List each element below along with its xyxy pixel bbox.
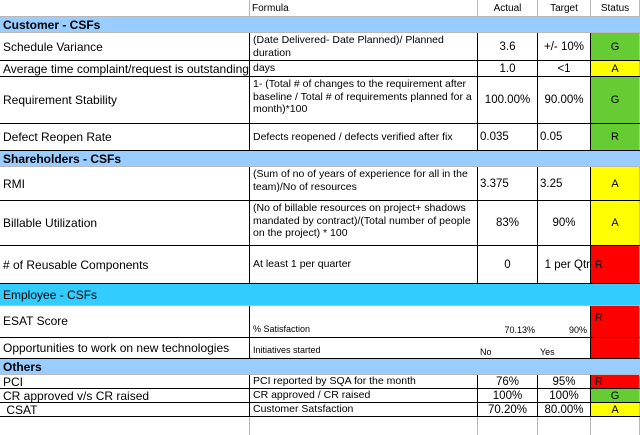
header-actual[interactable]: Actual <box>478 0 538 16</box>
metric-name[interactable]: CSAT <box>0 403 250 416</box>
formula-cell[interactable]: Initiatives started <box>253 344 321 355</box>
target-cell[interactable]: 1 per Qtr <box>538 246 591 283</box>
metric-name[interactable]: Defect Reopen Rate <box>0 124 250 150</box>
column-header-row <box>0 0 640 17</box>
section-title[interactable]: Customer - CSFs <box>3 17 101 32</box>
metric-name[interactable]: CR approved v/s CR raised <box>0 389 250 402</box>
formula-cell[interactable]: Customer Satsfaction <box>250 403 478 416</box>
actual-cell[interactable]: 3.375 <box>478 167 538 200</box>
header-target[interactable]: Target <box>538 0 591 16</box>
row-pci <box>0 375 640 389</box>
target-cell[interactable]: 80.00% <box>538 403 591 416</box>
formula-cell[interactable]: (No of billable resources on project+ shadows mandated by contract)/(Total number of people on the project) * 100 <box>250 201 478 245</box>
target-cell[interactable]: Yes <box>538 338 591 358</box>
empty-cell[interactable] <box>250 417 478 435</box>
row-cr-approved <box>0 389 640 403</box>
status-cell[interactable]: G <box>591 389 640 402</box>
row-schedule-variance <box>0 33 640 61</box>
metric-name[interactable]: # of Reusable Components <box>0 246 250 283</box>
section-title[interactable]: Shareholders - CSFs <box>3 151 122 166</box>
empty-cell[interactable] <box>0 417 250 435</box>
actual-cell[interactable]: 100.00% <box>478 77 538 123</box>
status-cell[interactable]: G <box>591 33 640 60</box>
row-new-technologies <box>0 338 640 359</box>
actual-cell[interactable]: No <box>480 347 492 357</box>
empty-cell[interactable] <box>591 417 640 435</box>
status-cell[interactable]: A <box>591 201 640 245</box>
target-cell[interactable]: +/- 10% <box>538 33 591 60</box>
status-cell[interactable] <box>591 338 640 358</box>
formula-cell[interactable]: (Date Delivered- Date Planned)/ Planned duration <box>250 33 478 60</box>
header-blank-cell[interactable] <box>0 0 250 16</box>
actual-cell[interactable]: 76% <box>478 375 538 388</box>
metric-name[interactable]: ESAT Score <box>0 306 250 337</box>
row-billable-utilization <box>0 201 640 246</box>
target-cell[interactable]: 3.25 <box>538 167 591 200</box>
status-cell[interactable]: R <box>591 124 640 150</box>
formula-cell[interactable]: % Satisfaction <box>253 323 311 334</box>
row-rmi <box>0 167 640 201</box>
formula-cell[interactable]: days <box>250 61 478 76</box>
actual-cell[interactable]: 83% <box>478 201 538 245</box>
formula-cell[interactable]: (Sum of no of years of experience for all in the team)/No of resources <box>250 167 478 200</box>
section-employee <box>0 284 640 306</box>
target-cell[interactable]: 90.00% <box>538 77 591 123</box>
row-reusable-components <box>0 246 640 284</box>
formula-cell[interactable]: CR approved / CR raised <box>250 389 478 402</box>
target-cell[interactable]: 90% <box>538 306 591 337</box>
formula-cell[interactable]: 1- (Total # of changes to the requirement after baseline / Total # of requirements planned for a month)*100 <box>250 77 478 123</box>
actual-cell[interactable]: 100% <box>478 389 538 402</box>
section-customer <box>0 17 640 33</box>
metric-name[interactable]: Schedule Variance <box>0 33 250 60</box>
actual-cell[interactable]: 3.6 <box>478 33 538 60</box>
actual-cell[interactable]: 70.20% <box>478 403 538 416</box>
empty-cell[interactable] <box>478 417 538 435</box>
status-cell[interactable]: A <box>591 61 640 76</box>
row-average-time-complaint <box>0 61 640 77</box>
section-title[interactable]: Others <box>3 359 42 374</box>
actual-cell[interactable]: 0 <box>478 246 538 283</box>
metric-name[interactable]: Average time complaint/request is outstanding <box>0 61 250 76</box>
target-cell[interactable]: 100% <box>538 389 591 402</box>
section-shareholders <box>0 151 640 167</box>
target-cell[interactable]: 0.05 <box>538 124 591 150</box>
section-title[interactable]: Employee - CSFs <box>3 287 98 302</box>
row-csat <box>0 403 640 417</box>
metric-name[interactable]: PCI <box>0 375 250 388</box>
formula-cell[interactable]: PCI reported by SQA for the month <box>250 375 478 388</box>
target-cell[interactable]: 95% <box>538 375 591 388</box>
metric-name[interactable]: Billable Utilization <box>0 201 250 245</box>
section-others <box>0 359 640 375</box>
formula-cell[interactable]: Defects reopened / defects verified after fix <box>250 124 478 150</box>
target-cell[interactable]: <1 <box>538 61 591 76</box>
status-cell[interactable]: G <box>591 77 640 123</box>
status-cell[interactable]: R <box>591 246 640 283</box>
metric-name[interactable]: Requirement Stability <box>0 77 250 123</box>
status-cell[interactable]: A <box>591 167 640 200</box>
status-cell[interactable]: R <box>591 306 640 337</box>
status-cell[interactable]: A <box>591 403 640 416</box>
metric-name[interactable]: RMI <box>0 167 250 200</box>
actual-cell[interactable]: 70.13% <box>504 325 535 335</box>
target-cell[interactable]: 90% <box>538 201 591 245</box>
actual-cell[interactable]: 1.0 <box>478 61 538 76</box>
row-defect-reopen-rate <box>0 124 640 151</box>
metric-name[interactable]: Opportunities to work on new technologies <box>0 338 250 358</box>
empty-cell[interactable] <box>538 417 591 435</box>
header-formula[interactable]: Formula <box>250 0 478 16</box>
row-esat-score <box>0 306 640 338</box>
actual-cell[interactable]: 0.035 <box>478 124 538 150</box>
empty-row <box>0 417 640 435</box>
header-status[interactable]: Status <box>591 0 640 16</box>
row-requirement-stability <box>0 77 640 124</box>
formula-cell[interactable]: At least 1 per quarter <box>250 246 478 283</box>
status-cell[interactable]: R <box>591 375 640 388</box>
